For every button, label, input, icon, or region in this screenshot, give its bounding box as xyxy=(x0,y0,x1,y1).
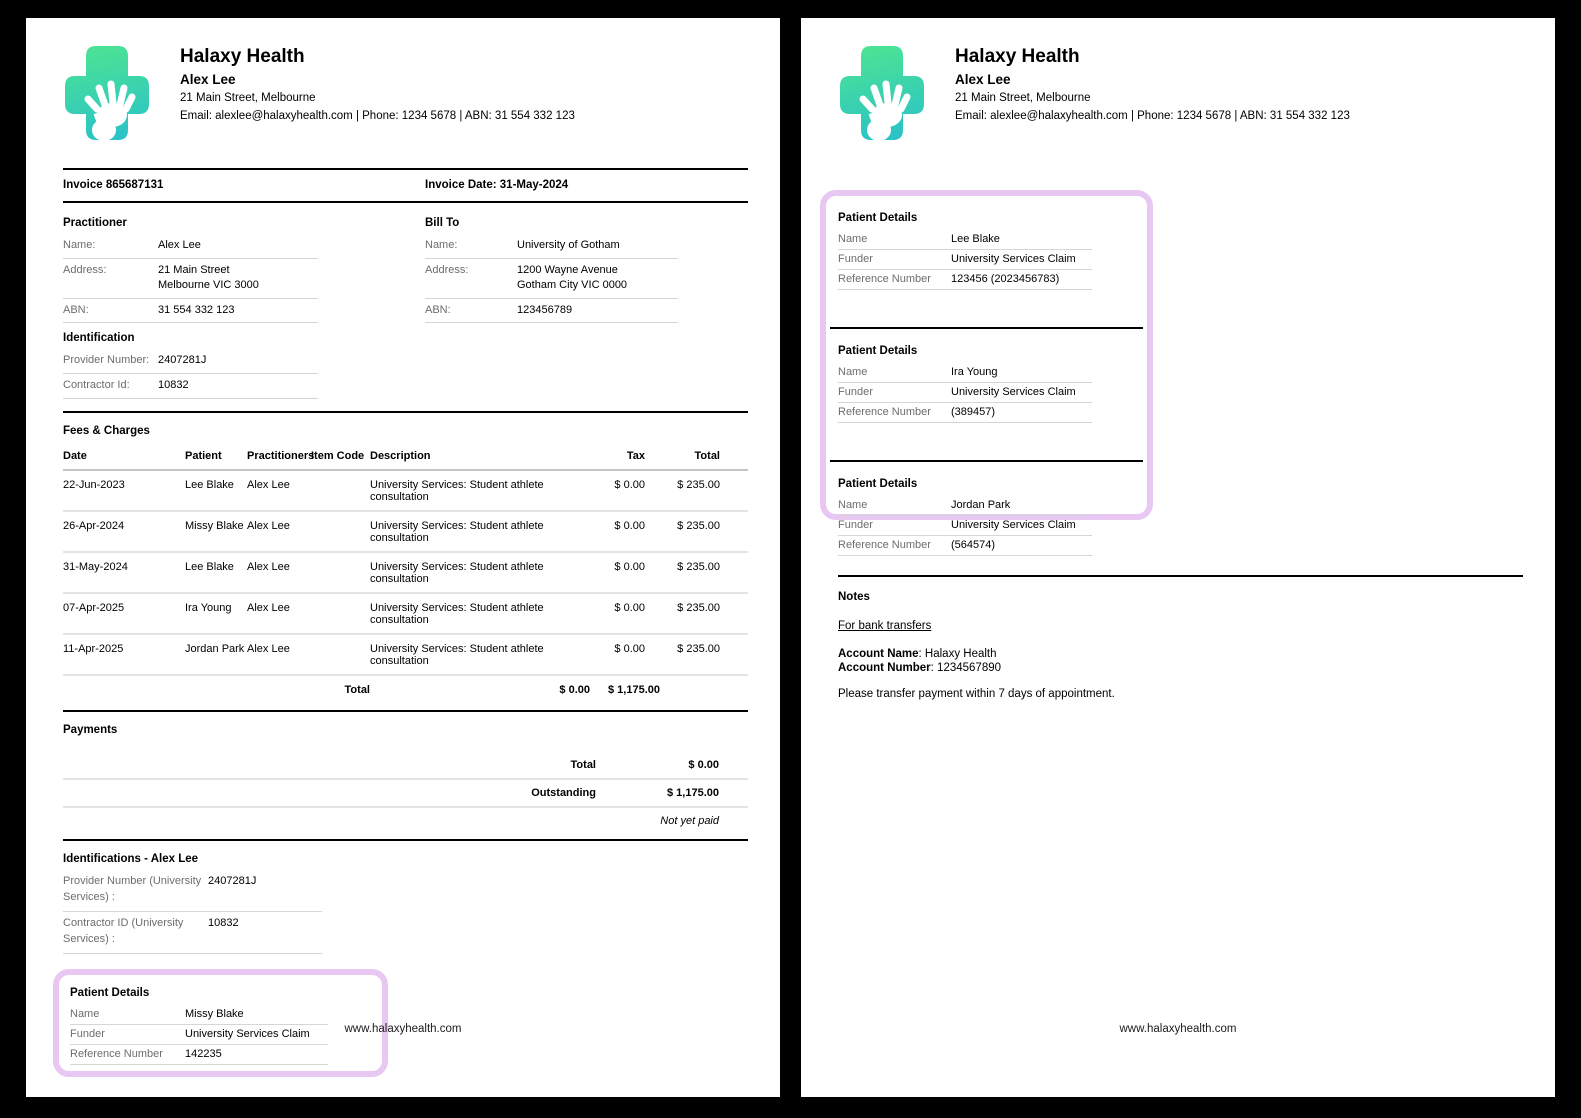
divider xyxy=(63,710,748,712)
patient-details-title: Patient Details xyxy=(838,345,918,357)
brand-address: 21 Main Street, Melbourne xyxy=(955,91,1091,104)
field-row-reference-number: Reference Number (564574) xyxy=(838,536,1092,556)
divider xyxy=(63,839,748,841)
halaxy-health-logo-cross-hand-icon xyxy=(63,44,151,142)
field-row-reference-number: Reference Number 123456 (2023456783) xyxy=(838,270,1092,290)
identification-section-title: Identification xyxy=(63,332,135,345)
field-row-provider-number: Provider Number (University Services) : 2407281J xyxy=(63,870,322,912)
account-number-line: Account Number: 1234567890 xyxy=(838,662,1002,675)
letterhead xyxy=(63,18,748,168)
payments-section xyxy=(63,724,748,827)
identifications-section xyxy=(63,853,748,954)
field-row-name: Name Missy Blake xyxy=(70,1005,328,1025)
patient-details-title: Patient Details xyxy=(838,212,918,224)
fees-total-row: Total $ 0.00 $ 1,175.00 xyxy=(344,684,660,697)
invoice-number: Invoice 865687131 xyxy=(63,179,164,191)
identifications-section-title: Identifications - Alex Lee xyxy=(63,853,199,866)
divider xyxy=(63,411,748,413)
patient-details-section xyxy=(826,470,1147,556)
field-row-abn: ABN: 123456789 xyxy=(425,299,678,324)
invoice-date: Invoice Date: 31-May-2024 xyxy=(425,179,569,191)
practitioner-name: Alex Lee xyxy=(180,71,236,87)
field-row-funder: Funder University Services Claim xyxy=(838,516,1092,536)
invoice-page-2 xyxy=(801,18,1555,1097)
patient-details-title: Patient Details xyxy=(838,478,918,490)
field-row-name: Name Ira Young xyxy=(838,363,1092,383)
payment-status: Not yet paid xyxy=(660,815,719,828)
notes-section xyxy=(838,591,1523,700)
letterhead xyxy=(838,18,1523,168)
field-row-reference-number: Reference Number 142235 xyxy=(70,1045,328,1065)
field-row-reference-number: Reference Number (389457) xyxy=(838,403,1092,423)
patient-details-highlight-box xyxy=(820,190,1153,551)
fees-table-row: 22-Jun-2023 Lee Blake Alex Lee University Services: Student athlete consultation $ 0.00 $ 235.00 xyxy=(63,471,748,512)
field-row-address: Address: 1200 Wayne Avenue Gotham City VIC 0000 xyxy=(425,259,678,299)
invoice-meta-row xyxy=(63,170,748,201)
patient-details-section xyxy=(826,204,1147,290)
field-row-funder: Funder University Services Claim xyxy=(838,383,1092,403)
account-name-line: Account Name: Halaxy Health xyxy=(838,648,997,660)
divider xyxy=(830,327,1143,329)
fees-total-tax: $ 0.00 xyxy=(559,684,590,697)
payments-outstanding-row: Outstanding $ 1,175.00 xyxy=(63,780,748,808)
website-footer: www.halaxyhealth.com xyxy=(1119,1023,1237,1035)
fees-table-header: Date Patient Practitioners Item Code Description Tax Total xyxy=(63,442,748,471)
field-row-name: Name: University of Gotham xyxy=(425,234,678,259)
fees-section-title: Fees & Charges xyxy=(63,425,150,438)
field-row-funder: Funder University Services Claim xyxy=(70,1025,328,1045)
field-row-contractor-id: Contractor Id: 10832 xyxy=(63,374,318,399)
fees-table-row: 11-Apr-2025 Jordan Park Alex Lee University Services: Student athlete consultation $ 0.00 $ 235.00 xyxy=(63,635,748,676)
field-row-abn: ABN: 31 554 332 123 xyxy=(63,299,318,324)
website-footer: www.halaxyhealth.com xyxy=(344,1023,462,1035)
fees-table-row: 07-Apr-2025 Ira Young Alex Lee University Services: Student athlete consultation $ 0.00 $ 235.00 xyxy=(63,594,748,635)
field-row-name: Name: Alex Lee xyxy=(63,234,318,259)
fees-and-charges-section xyxy=(63,425,748,696)
patient-details-title: Patient Details xyxy=(70,986,150,999)
fees-table-row: 31-May-2024 Lee Blake Alex Lee University Services: Student athlete consultation $ 0.00 $ 235.00 xyxy=(63,553,748,594)
invoice-page-1 xyxy=(26,18,780,1097)
field-row-name: Name Lee Blake xyxy=(838,230,1092,250)
practitioner-section-title: Practitioner xyxy=(63,217,127,229)
field-row-name: Name Jordan Park xyxy=(838,496,1092,516)
fees-table-row: 26-Apr-2024 Missy Blake Alex Lee University Services: Student athlete consultation $ 0.00 $ 235.00 xyxy=(63,512,748,553)
payment-terms-note: Please transfer payment within 7 days of appointment. xyxy=(838,687,1115,700)
patient-details-section xyxy=(826,337,1147,423)
halaxy-health-logo-cross-hand-icon xyxy=(838,44,926,142)
payments-total-row: Total $ 0.00 xyxy=(63,752,748,780)
bill-to-section-title: Bill To xyxy=(425,217,460,229)
divider xyxy=(838,575,1523,577)
brand-contact: Email: alexlee@halaxyhealth.com | Phone: 1234 5678 | ABN: 31 554 332 123 xyxy=(955,110,1350,123)
brand-address: 21 Main Street, Melbourne xyxy=(180,91,316,104)
notes-title: Notes xyxy=(838,591,870,603)
brand-name: Halaxy Health xyxy=(955,46,1080,67)
practitioner-column xyxy=(63,205,425,399)
bank-transfers-subtitle: For bank transfers xyxy=(838,620,932,632)
practitioner-name: Alex Lee xyxy=(955,71,1011,87)
field-row-address: Address: 21 Main Street Melbourne VIC 3000 xyxy=(63,259,318,299)
bill-to-column xyxy=(425,205,678,399)
field-row-funder: Funder University Services Claim xyxy=(838,250,1092,270)
brand-contact: Email: alexlee@halaxyhealth.com | Phone: 1234 5678 | ABN: 31 554 332 123 xyxy=(180,110,575,123)
brand-name: Halaxy Health xyxy=(180,46,305,67)
field-row-provider-number: Provider Number: 2407281J xyxy=(63,349,318,374)
payments-section-title: Payments xyxy=(63,724,118,737)
field-row-contractor-id: Contractor ID (University Services) : 10832 xyxy=(63,912,322,954)
divider xyxy=(830,460,1143,462)
fees-total-amount: $ 1,175.00 xyxy=(608,684,660,697)
divider xyxy=(63,201,748,203)
